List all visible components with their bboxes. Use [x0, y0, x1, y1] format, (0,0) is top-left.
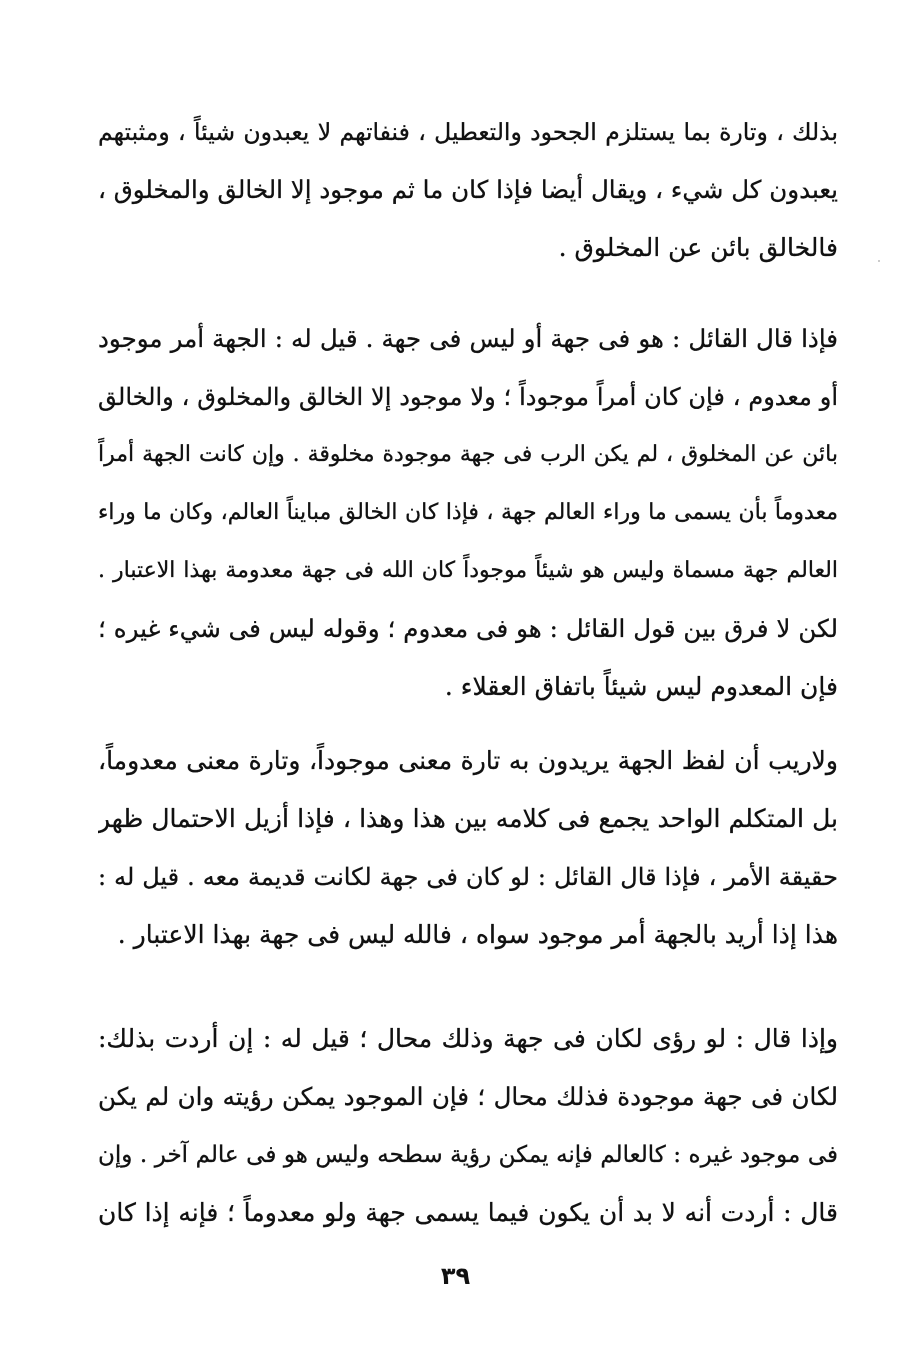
paper-speck [878, 260, 880, 262]
paragraph-3 [98, 732, 838, 964]
text-line: بائن عن المخلوق ، لم يكن الرب فى جهة موجودة مخلوقة . وإن كانت الجهة أمراً [98, 442, 838, 467]
paragraph-4 [98, 1010, 838, 1242]
text-line: يعبدون كل شيء ، ويقال أيضا فإذا كان ما ثم موجود إلا الخالق والمخلوق ، [98, 175, 838, 204]
text-line: العالم جهة مسماة وليس هو شيئاً موجوداً كان الله فى جهة معدومة بهذا الاعتبار . [98, 558, 838, 583]
text-line: ولاريب أن لفظ الجهة يريدون به تارة معنى موجوداً، وتارة معنى معدوماً، [98, 746, 838, 775]
text-line: وإذا قال : لو رؤى لكان فى جهة وذلك محال ؛ قيل له : إن أردت بذلك: [98, 1024, 838, 1053]
text-line: بل المتكلم الواحد يجمع فى كلامه بين هذا وهذا ، فإذا أزيل الاحتمال ظهر [98, 804, 838, 833]
text-line: لكان فى جهة موجودة فذلك محال ؛ فإن الموجود يمكن رؤيته وان لم يكن [98, 1082, 838, 1111]
paragraph-2 [98, 310, 838, 716]
text-line: فى موجود غيره : كالعالم فإنه يمكن رؤية سطحه وليس هو فى عالم آخر . وإن [98, 1142, 838, 1168]
text-line: بذلك ، وتارة بما يستلزم الجحود والتعطيل ، فنفاتهم لا يعبدون شيئاً ، ومثبتهم [98, 118, 838, 146]
text-line: فإذا قال القائل : هو فى جهة أو ليس فى جهة . قيل له : الجهة أمر موجود [98, 324, 838, 353]
text-line: أو معدوم ، فإن كان أمراً موجوداً ؛ ولا موجود إلا الخالق والمخلوق ، والخالق [98, 383, 838, 411]
text-line: فالخالق بائن عن المخلوق . [558, 233, 838, 262]
text-line: معدوماً بأن يسمى ما وراء العالم جهة ، فإذا كان الخالق مبايناً العالم، وكان ما وراء [98, 500, 838, 525]
text-line: حقيقة الأمر ، فإذا قال القائل : لو كان فى جهة لكانت قديمة معه . قيل له : [98, 863, 838, 891]
text-line: فإن المعدوم ليس شيئاً باتفاق العقلاء . [444, 672, 838, 701]
text-line: هذا إذا أريد بالجهة أمر موجود سواه ، فالله ليس فى جهة بهذا الاعتبار . [117, 920, 838, 949]
paragraph-1 [98, 103, 838, 277]
text-line: قال : أردت أنه لا بد أن يكون فيما يسمى جهة ولو معدوماً ؛ فإنه إذا كان [98, 1198, 838, 1227]
text-line: لكن لا فرق بين قول القائل : هو فى معدوم ؛ وقوله ليس فى شيء غيره ؛ [98, 614, 838, 643]
page-number: ٣٩ [440, 1262, 471, 1290]
